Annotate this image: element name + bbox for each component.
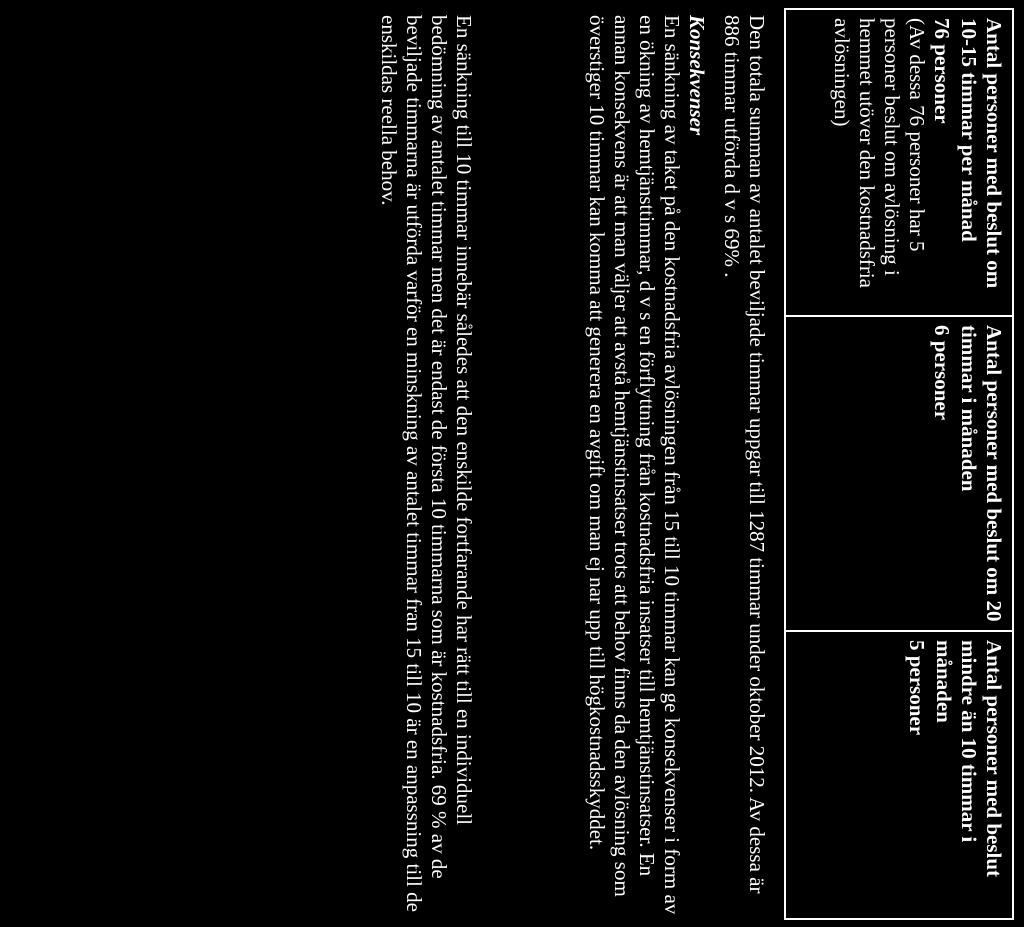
- table-cell-20-hours: [785, 316, 1013, 631]
- consequences-paragraph: En sänkning av taket på den kostnadsfria avlösningen från 15 till 10 timmar kan ge konsekvenser i form av en ökning av hemtjänsttimmar, d v s en förflyttning från kostnadsfria insatser till hemtjänstinsatser. En annan konsekvens är att man väljer att avstå hemtjänstinsatser trots att behov finns da den avlösning som överstiger 10 timmar kan komma att generera en avgift om man ej nar upp till högkostnadsskyddet.: [585, 15, 684, 915]
- table-note: (Av dessa 76 personer har 5 personer beslut om avlösning i hemmet utöver den kostnadsfria avlösningen): [830, 18, 929, 289]
- column-header: Antal personer med beslut om 10-15 timmar per månad: [957, 18, 1006, 289]
- column-header: Antal personer med beslut mindre än 10 timmar i månaden: [932, 640, 1006, 878]
- reduction-paragraph: En sänkning till 10 timmar innebär således att den enskilde fortfarande har rätt till en individuell bedömning av antalet timmar men det är endast de första 10 timmarna som är kostnadsfria. 69 % av de beviljade timmarna är utförda varför en minskning av antalet timmar fran 15 till 10 är en anpassning till de enskildas reella behov.: [377, 15, 476, 912]
- total-hours-paragraph: Den totala summan av antalet beviljade timmar uppgar till 1287 timmar under oktober 2012. Av dessa är 886 timmar utförda d v s 69% .: [720, 15, 769, 894]
- table-cell-under-10-hours: [785, 631, 1013, 919]
- table-row: [785, 9, 1013, 919]
- count-value: 6 personer: [930, 325, 954, 421]
- table-cell-10-15-hours: [785, 9, 1013, 316]
- consequences-heading: Konsekvenser: [685, 15, 709, 136]
- count-value: 76 personer: [930, 18, 954, 124]
- statistics-table: [784, 8, 1014, 920]
- column-header: Antal personer med beslut om 20 timmar i månaden: [957, 325, 1006, 622]
- count-value: 5 personer: [905, 640, 929, 736]
